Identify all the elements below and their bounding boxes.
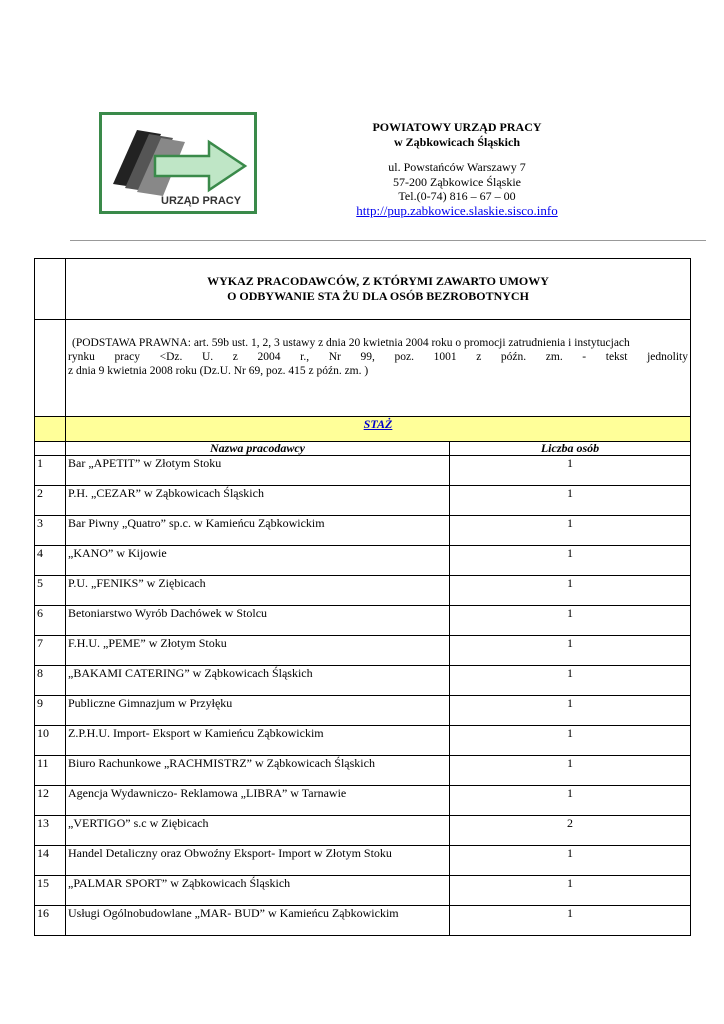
employer-name: Biuro Rachunkowe „RACHMISTRZ” w Ząbkowicach Śląskich xyxy=(66,756,450,786)
table-row xyxy=(35,756,691,786)
person-count: 1 xyxy=(450,786,691,816)
table-row xyxy=(35,456,691,486)
table-row xyxy=(35,486,691,516)
table-row xyxy=(35,696,691,726)
row-number: 8 xyxy=(35,666,66,696)
table-row xyxy=(35,726,691,756)
person-count: 1 xyxy=(450,726,691,756)
person-count: 1 xyxy=(450,906,691,936)
person-count: 1 xyxy=(450,486,691,516)
table-row xyxy=(35,636,691,666)
person-count: 1 xyxy=(450,606,691,636)
office-name: POWIATOWY URZĄD PRACY xyxy=(372,120,542,134)
employer-name: Bar „APETIT” w Złotym Stoku xyxy=(66,456,450,486)
person-count: 1 xyxy=(450,456,691,486)
row-number: 4 xyxy=(35,546,66,576)
employer-table xyxy=(34,258,691,936)
employer-name: Bar Piwny „Quatro” sp.c. w Kamieńcu Ząbkowickim xyxy=(66,516,450,546)
section-title: STAŻ xyxy=(66,417,691,442)
row-number: 12 xyxy=(35,786,66,816)
row-number: 9 xyxy=(35,696,66,726)
office-phone: Tel.(0-74) 816 – 67 – 00 xyxy=(398,189,516,203)
table-row xyxy=(35,576,691,606)
office-website-link[interactable]: http://pup.zabkowice.slaskie.sisco.info xyxy=(356,202,558,218)
header-divider xyxy=(70,240,706,241)
row-number: 16 xyxy=(35,906,66,936)
row-number: 7 xyxy=(35,636,66,666)
employer-name: P.U. „FENIKS” w Ziębicach xyxy=(66,576,450,606)
person-count: 1 xyxy=(450,516,691,546)
person-count: 1 xyxy=(450,756,691,786)
employer-name: Publiczne Gimnazjum w Przyłęku xyxy=(66,696,450,726)
person-count: 1 xyxy=(450,666,691,696)
row-number: 11 xyxy=(35,756,66,786)
table-row xyxy=(35,516,691,546)
office-city: w Ząbkowicach Śląskich xyxy=(393,134,521,149)
table-row xyxy=(35,606,691,636)
column-header-count: Liczba osób xyxy=(450,442,691,456)
row-number: 6 xyxy=(35,606,66,636)
column-header-name: Nazwa pracodawcy xyxy=(66,442,450,456)
table-row xyxy=(35,816,691,846)
table-row xyxy=(35,666,691,696)
employer-name: „PALMAR SPORT” w Ząbkowicach Śląskich xyxy=(66,876,450,906)
employer-name: P.H. „CEZAR” w Ząbkowicach Śląskich xyxy=(66,486,450,516)
person-count: 1 xyxy=(450,636,691,666)
row-number: 3 xyxy=(35,516,66,546)
employer-name: Betoniarstwo Wyrób Dachówek w Stolcu xyxy=(66,606,450,636)
person-count: 1 xyxy=(450,876,691,906)
row-number: 14 xyxy=(35,846,66,876)
employer-name: Z.P.H.U. Import- Eksport w Kamieńcu Ząbkowickim xyxy=(66,726,450,756)
employer-name: „KANO” w Kijowie xyxy=(66,546,450,576)
logo-text: URZĄD PRACY xyxy=(161,195,242,207)
person-count: 1 xyxy=(450,696,691,726)
row-number: 5 xyxy=(35,576,66,606)
legal-basis: (PODSTAWA PRAWNA: art. 59b ust. 1, 2, 3 ustawy z dnia 20 kwietnia 2004 roku o promocji zatrudnienia i instytucjach rynku pracy <Dz. U. z 2004 r., Nr 99, poz. 1001 z późn. zm. - tekst jednolity z dnia 9 kwietnia 2008 roku (Dz.U. Nr 69, poz. 415 z późn. zm. ) xyxy=(66,320,691,417)
table-row xyxy=(35,546,691,576)
person-count: 2 xyxy=(450,816,691,846)
person-count: 1 xyxy=(450,846,691,876)
office-header xyxy=(300,120,614,218)
row-number: 2 xyxy=(35,486,66,516)
employer-name: Usługi Ogólnobudowlane „MAR- BUD” w Kamieńcu Ząbkowickim xyxy=(66,906,450,936)
row-number: 13 xyxy=(35,816,66,846)
employer-name: „VERTIGO” s.c w Ziębicach xyxy=(66,816,450,846)
person-count: 1 xyxy=(450,576,691,606)
table-row xyxy=(35,906,691,936)
table-row xyxy=(35,786,691,816)
row-number: 1 xyxy=(35,456,66,486)
urzad-pracy-logo xyxy=(99,112,257,214)
employer-name: Agencja Wydawniczo- Reklamowa „LIBRA” w Tarnawie xyxy=(66,786,450,816)
office-street: ul. Powstańców Warszawy 7 xyxy=(388,160,526,174)
document-title: WYKAZ PRACODAWCÓW, Z KTÓRYMI ZAWARTO UMOWY O ODBYWANIE STA ŻU DLA OSÓB BEZROBOTNYCH xyxy=(66,259,691,320)
row-number: 15 xyxy=(35,876,66,906)
office-postal: 57-200 Ząbkowice Śląskie xyxy=(393,174,521,189)
employer-name: „BAKAMI CATERING” w Ząbkowicach Śląskich xyxy=(66,666,450,696)
table-row xyxy=(35,846,691,876)
person-count: 1 xyxy=(450,546,691,576)
employer-name: F.H.U. „PEME” w Złotym Stoku xyxy=(66,636,450,666)
employer-name: Handel Detaliczny oraz Obwoźny Eksport- Import w Złotym Stoku xyxy=(66,846,450,876)
table-row xyxy=(35,876,691,906)
row-number: 10 xyxy=(35,726,66,756)
